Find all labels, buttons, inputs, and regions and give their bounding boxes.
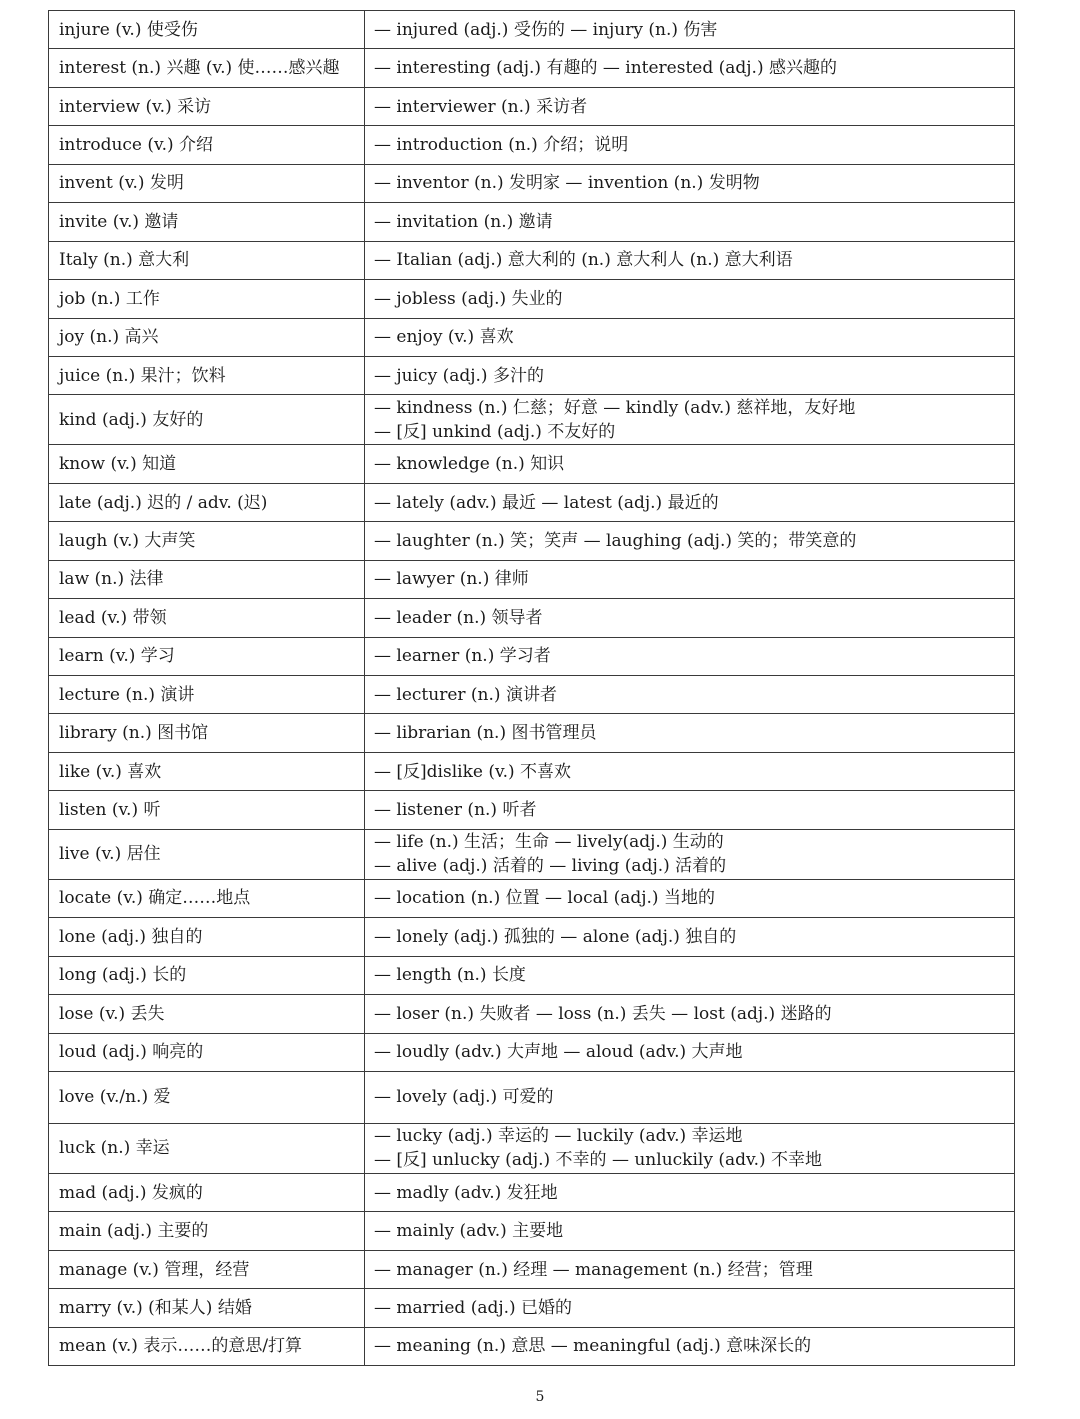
derivative-line: — [反]dislike (v.) 不喜欢	[374, 761, 572, 782]
derivative-line: — lecturer (n.) 演讲者	[374, 684, 557, 705]
derivatives-cell	[365, 1173, 1015, 1211]
derivatives-cell	[365, 49, 1015, 87]
derivative-line: — mainly (adv.) 主要地	[374, 1221, 564, 1242]
headword-cell: invent (v.) 发明	[49, 164, 365, 202]
derivative-line: — loudly (adv.) 大声地 — aloud (adv.) 大声地	[374, 1042, 743, 1063]
derivatives-cell	[365, 522, 1015, 560]
derivative-line: — lonely (adj.) 孤独的 — alone (adj.) 独自的	[374, 926, 737, 947]
derivative-line: — meaning (n.) 意思 — meaningful (adj.) 意味深长的	[374, 1336, 812, 1357]
derivative-line: — madly (adv.) 发狂地	[374, 1182, 558, 1203]
derivatives-cell	[365, 956, 1015, 994]
headword-cell: learn (v.) 学习	[49, 637, 365, 675]
headword-cell: mad (adj.) 发疯的	[49, 1173, 365, 1211]
table-row	[49, 1250, 1015, 1288]
headword-cell: joy (n.) 高兴	[49, 318, 365, 356]
table-row	[49, 280, 1015, 318]
derivatives-cell	[365, 791, 1015, 829]
table-row	[49, 676, 1015, 714]
derivatives-cell	[365, 203, 1015, 241]
derivatives-cell	[365, 164, 1015, 202]
derivatives-cell	[365, 1033, 1015, 1071]
table-row	[49, 318, 1015, 356]
table-row	[49, 1071, 1015, 1123]
derivatives-cell	[365, 676, 1015, 714]
derivatives-cell	[365, 1250, 1015, 1288]
derivative-line: — kindness (n.) 仁慈；好意 — kindly (adv.) 慈祥地，友好地	[374, 397, 856, 418]
derivative-line: — [反] unlucky (adj.) 不幸的 — unluckily (adv.) 不幸地	[374, 1150, 823, 1171]
derivative-line: — invitation (n.) 邀请	[374, 211, 553, 232]
derivative-line: — [反] unkind (adj.) 不友好的	[374, 421, 616, 442]
derivatives-cell	[365, 241, 1015, 279]
derivatives-cell	[365, 87, 1015, 125]
table-row	[49, 445, 1015, 483]
headword-cell: lecture (n.) 演讲	[49, 676, 365, 714]
table-row	[49, 752, 1015, 790]
headword-cell: main (adj.) 主要的	[49, 1212, 365, 1250]
table-row	[49, 87, 1015, 125]
headword-cell: marry (v.) (和某人) 结婚	[49, 1289, 365, 1327]
derivatives-cell	[365, 395, 1015, 445]
derivatives-cell	[365, 879, 1015, 917]
derivative-line: — knowledge (n.) 知识	[374, 454, 565, 475]
headword-cell: live (v.) 居住	[49, 829, 365, 879]
headword-cell: Italy (n.) 意大利	[49, 241, 365, 279]
derivative-line: — juicy (adj.) 多汁的	[374, 365, 544, 386]
derivatives-cell	[365, 445, 1015, 483]
derivatives-cell	[365, 11, 1015, 49]
headword-cell: manage (v.) 管理，经营	[49, 1250, 365, 1288]
derivative-line: — married (adj.) 已婚的	[374, 1297, 573, 1318]
table-row	[49, 918, 1015, 956]
derivative-line: — introduction (n.) 介绍；说明	[374, 135, 629, 156]
headword-cell: kind (adj.) 友好的	[49, 395, 365, 445]
headword-cell: lone (adj.) 独自的	[49, 918, 365, 956]
table-row	[49, 1289, 1015, 1327]
headword-cell: injure (v.) 使受伤	[49, 11, 365, 49]
headword-cell: invite (v.) 邀请	[49, 203, 365, 241]
derivative-line: — Italian (adj.) 意大利的 (n.) 意大利人 (n.) 意大利语	[374, 250, 793, 271]
headword-cell: luck (n.) 幸运	[49, 1123, 365, 1173]
derivatives-cell	[365, 995, 1015, 1033]
table-row	[49, 879, 1015, 917]
derivative-line: — length (n.) 长度	[374, 965, 526, 986]
headword-cell: laugh (v.) 大声笑	[49, 522, 365, 560]
headword-cell: lead (v.) 带领	[49, 599, 365, 637]
headword-cell: law (n.) 法律	[49, 560, 365, 598]
table-row	[49, 126, 1015, 164]
derivatives-cell	[365, 1212, 1015, 1250]
derivative-line: — learner (n.) 学习者	[374, 646, 551, 667]
derivative-line: — interesting (adj.) 有趣的 — interested (adj.) 感兴趣的	[374, 58, 837, 79]
derivative-line: — jobless (adj.) 失业的	[374, 288, 563, 309]
headword-cell: job (n.) 工作	[49, 280, 365, 318]
vocabulary-table	[48, 10, 1015, 1366]
table-row	[49, 995, 1015, 1033]
derivatives-cell	[365, 1289, 1015, 1327]
derivative-line: — lawyer (n.) 律师	[374, 569, 529, 590]
derivative-line: — lucky (adj.) 幸运的 — luckily (adv.) 幸运地	[374, 1126, 743, 1147]
derivative-line: — inventor (n.) 发明家 — invention (n.) 发明物	[374, 173, 760, 194]
table-row	[49, 11, 1015, 49]
derivative-line: — leader (n.) 领导者	[374, 607, 543, 628]
headword-cell: locate (v.) 确定……地点	[49, 879, 365, 917]
derivatives-cell	[365, 560, 1015, 598]
table-row	[49, 1173, 1015, 1211]
derivatives-cell	[365, 1071, 1015, 1123]
headword-cell: love (v./n.) 爱	[49, 1071, 365, 1123]
headword-cell: interest (n.) 兴趣 (v.) 使……感兴趣	[49, 49, 365, 87]
headword-cell: juice (n.) 果汁；饮料	[49, 356, 365, 394]
table-row	[49, 164, 1015, 202]
headword-cell: listen (v.) 听	[49, 791, 365, 829]
derivatives-cell	[365, 918, 1015, 956]
derivative-line: — laughter (n.) 笑；笑声 — laughing (adj.) 笑的；带笑意的	[374, 530, 857, 551]
headword-cell: lose (v.) 丢失	[49, 995, 365, 1033]
page-number: 5	[535, 1389, 545, 1405]
derivative-line: — loser (n.) 失败者 — loss (n.) 丢失 — lost (adj.) 迷路的	[374, 1003, 832, 1024]
derivatives-cell	[365, 280, 1015, 318]
derivative-line: — lately (adv.) 最近 — latest (adj.) 最近的	[374, 492, 719, 513]
headword-cell: mean (v.) 表示……的意思/打算	[49, 1327, 365, 1365]
derivative-line: — listener (n.) 听者	[374, 800, 537, 821]
headword-cell: loud (adj.) 响亮的	[49, 1033, 365, 1071]
table-row	[49, 637, 1015, 675]
derivative-line: — alive (adj.) 活着的 — living (adj.) 活着的	[374, 856, 727, 877]
table-row	[49, 1123, 1015, 1173]
derivative-line: — enjoy (v.) 喜欢	[374, 327, 514, 348]
derivative-line: — manager (n.) 经理 — management (n.) 经营；管理	[374, 1259, 813, 1280]
table-row	[49, 560, 1015, 598]
table-row	[49, 791, 1015, 829]
derivatives-cell	[365, 1123, 1015, 1173]
derivative-line: — injured (adj.) 受伤的 — injury (n.) 伤害	[374, 19, 718, 40]
derivatives-cell	[365, 829, 1015, 879]
headword-cell: library (n.) 图书馆	[49, 714, 365, 752]
derivative-line: — lovely (adj.) 可爱的	[374, 1087, 554, 1108]
table-row	[49, 599, 1015, 637]
table-row	[49, 714, 1015, 752]
table-row	[49, 829, 1015, 879]
table-row	[49, 956, 1015, 994]
derivatives-cell	[365, 318, 1015, 356]
derivatives-cell	[365, 637, 1015, 675]
headword-cell: like (v.) 喜欢	[49, 752, 365, 790]
headword-cell: introduce (v.) 介绍	[49, 126, 365, 164]
headword-cell: long (adj.) 长的	[49, 956, 365, 994]
derivatives-cell	[365, 126, 1015, 164]
table-row	[49, 203, 1015, 241]
derivatives-cell	[365, 752, 1015, 790]
table-row	[49, 241, 1015, 279]
derivatives-cell	[365, 714, 1015, 752]
derivative-line: — life (n.) 生活；生命 — lively(adj.) 生动的	[374, 832, 724, 853]
table-row	[49, 1327, 1015, 1365]
table-row	[49, 356, 1015, 394]
derivatives-cell	[365, 483, 1015, 521]
derivatives-cell	[365, 1327, 1015, 1365]
table-row	[49, 1212, 1015, 1250]
table-row	[49, 49, 1015, 87]
headword-cell: interview (v.) 采访	[49, 87, 365, 125]
table-row	[49, 522, 1015, 560]
derivatives-cell	[365, 356, 1015, 394]
table-row	[49, 1033, 1015, 1071]
table-row	[49, 395, 1015, 445]
derivative-line: — location (n.) 位置 — local (adj.) 当地的	[374, 888, 715, 909]
derivative-line: — librarian (n.) 图书管理员	[374, 723, 597, 744]
table-row	[49, 483, 1015, 521]
headword-cell: know (v.) 知道	[49, 445, 365, 483]
headword-cell: late (adj.) 迟的 / adv. (迟)	[49, 483, 365, 521]
derivative-line: — interviewer (n.) 采访者	[374, 96, 588, 117]
derivatives-cell	[365, 599, 1015, 637]
